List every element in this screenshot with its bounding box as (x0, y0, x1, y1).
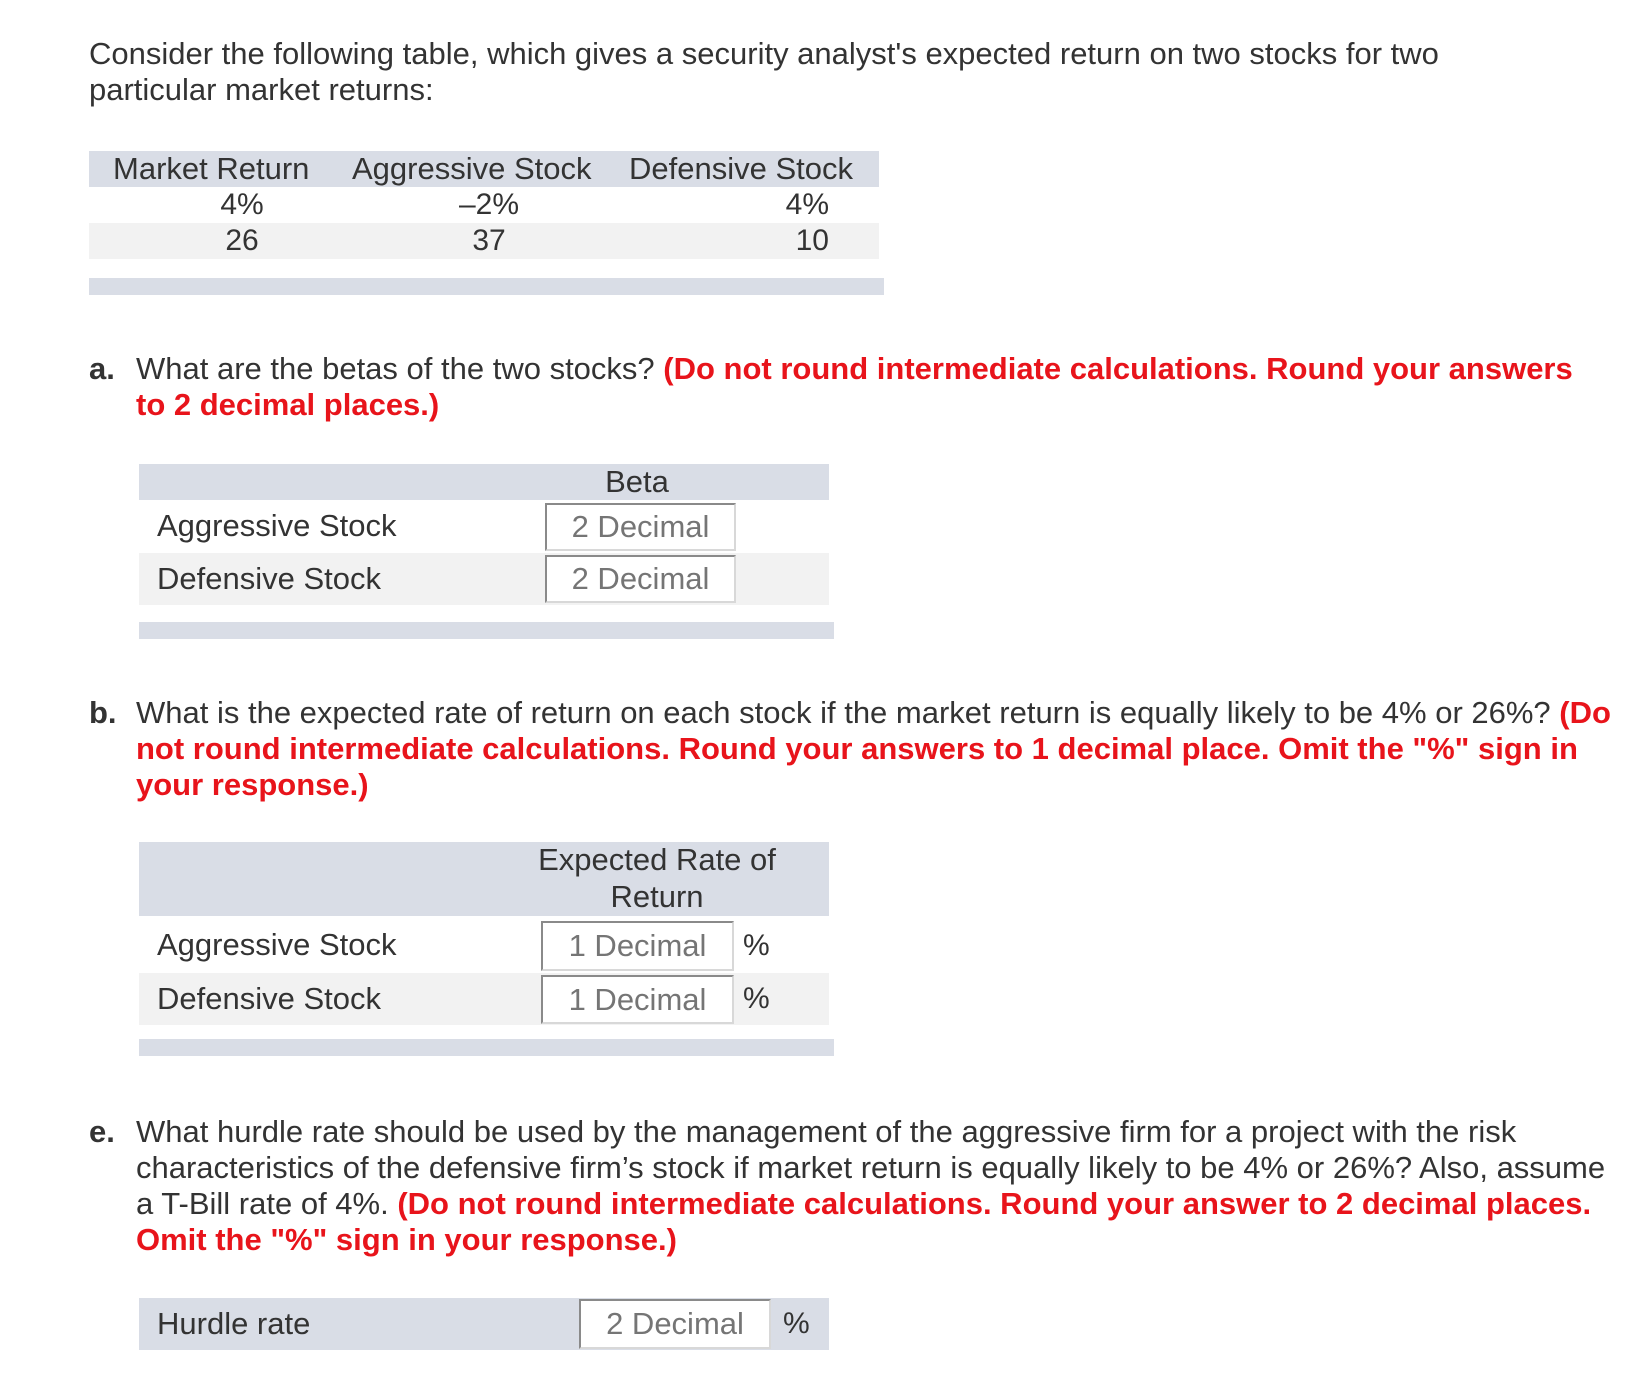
row1-market-return: 4% (220, 188, 264, 221)
expected-return-aggressive-label: Aggressive Stock (157, 927, 397, 962)
expected-return-defensive-input[interactable] (541, 975, 734, 1024)
question-a-text (136, 351, 1576, 423)
hurdle-rate-unit: % (783, 1307, 810, 1340)
row2-market-return: 26 (225, 224, 259, 257)
intro-text: Consider the following table, which gives a security analyst's expected return on two stocks for two particular market returns: (89, 36, 1439, 107)
question-e-instruction: (Do not round intermediate calculations. Round your answer to 2 decimal places. Omit the "%" sign in your response.) (136, 1186, 1592, 1257)
row1-defensive-stock: 4% (785, 188, 829, 221)
header-defensive-stock: Defensive Stock (629, 151, 853, 186)
expected-return-aggressive-unit: % (743, 929, 770, 962)
beta-table (139, 464, 839, 644)
expected-return-table (139, 842, 839, 1062)
question-e-prompt: What hurdle rate should be used by the management of the aggressive firm for a project with the risk characteristics of the defensive firm’s stock if market return is equally likely to be 4% or 26%? Also, assume a T-Bill rate of 4%. (136, 1114, 1606, 1221)
row1-aggressive-stock: –2% (458, 188, 520, 221)
question-a-letter: a. (89, 351, 115, 386)
row2-defensive-stock: 10 (795, 224, 829, 257)
expected-return-header-line1: Expected Rate of (538, 842, 776, 877)
expected-return-divider (139, 1039, 834, 1056)
question-b (89, 695, 1629, 805)
question-b-instruction: (Do not round intermediate calculations. Round your answers to 1 decimal place. Omit the "%" sign in your response.) (136, 695, 1611, 802)
expected-return-aggressive-input[interactable] (541, 921, 734, 971)
beta-row-aggressive-label: Aggressive Stock (157, 508, 397, 543)
question-b-text (136, 695, 1626, 803)
question-a-instruction: (Do not round intermediate calculations. Round your answers to 2 decimal places.) (136, 351, 1573, 422)
row2-aggressive-stock: 37 (472, 224, 506, 257)
expected-return-defensive-label: Defensive Stock (157, 981, 381, 1016)
question-b-letter: b. (89, 695, 117, 730)
question-a-prompt: What are the betas of the two stocks? (136, 351, 655, 386)
question-e-text (136, 1114, 1616, 1258)
header-market-return: Market Return (113, 151, 310, 186)
hurdle-rate-row (139, 1298, 829, 1350)
beta-column-header: Beta (605, 464, 669, 499)
hurdle-rate-label: Hurdle rate (157, 1306, 311, 1341)
beta-defensive-input[interactable] (545, 555, 736, 603)
question-b-prompt: What is the expected rate of return on each stock if the market return is equally likely to be 4% or 26%? (136, 695, 1551, 730)
header-aggressive-stock: Aggressive Stock (352, 151, 592, 186)
question-e-letter: e. (89, 1114, 115, 1149)
beta-aggressive-input[interactable] (545, 503, 736, 551)
question-a (89, 351, 1589, 431)
returns-table (89, 151, 879, 296)
expected-return-header-line2: Return (610, 879, 704, 914)
hurdle-rate-input[interactable] (579, 1299, 771, 1349)
beta-row-defensive-label: Defensive Stock (157, 561, 381, 596)
table-divider (89, 278, 884, 295)
beta-table-divider (139, 622, 834, 639)
question-e (89, 1114, 1629, 1274)
expected-return-defensive-unit: % (743, 982, 770, 1015)
